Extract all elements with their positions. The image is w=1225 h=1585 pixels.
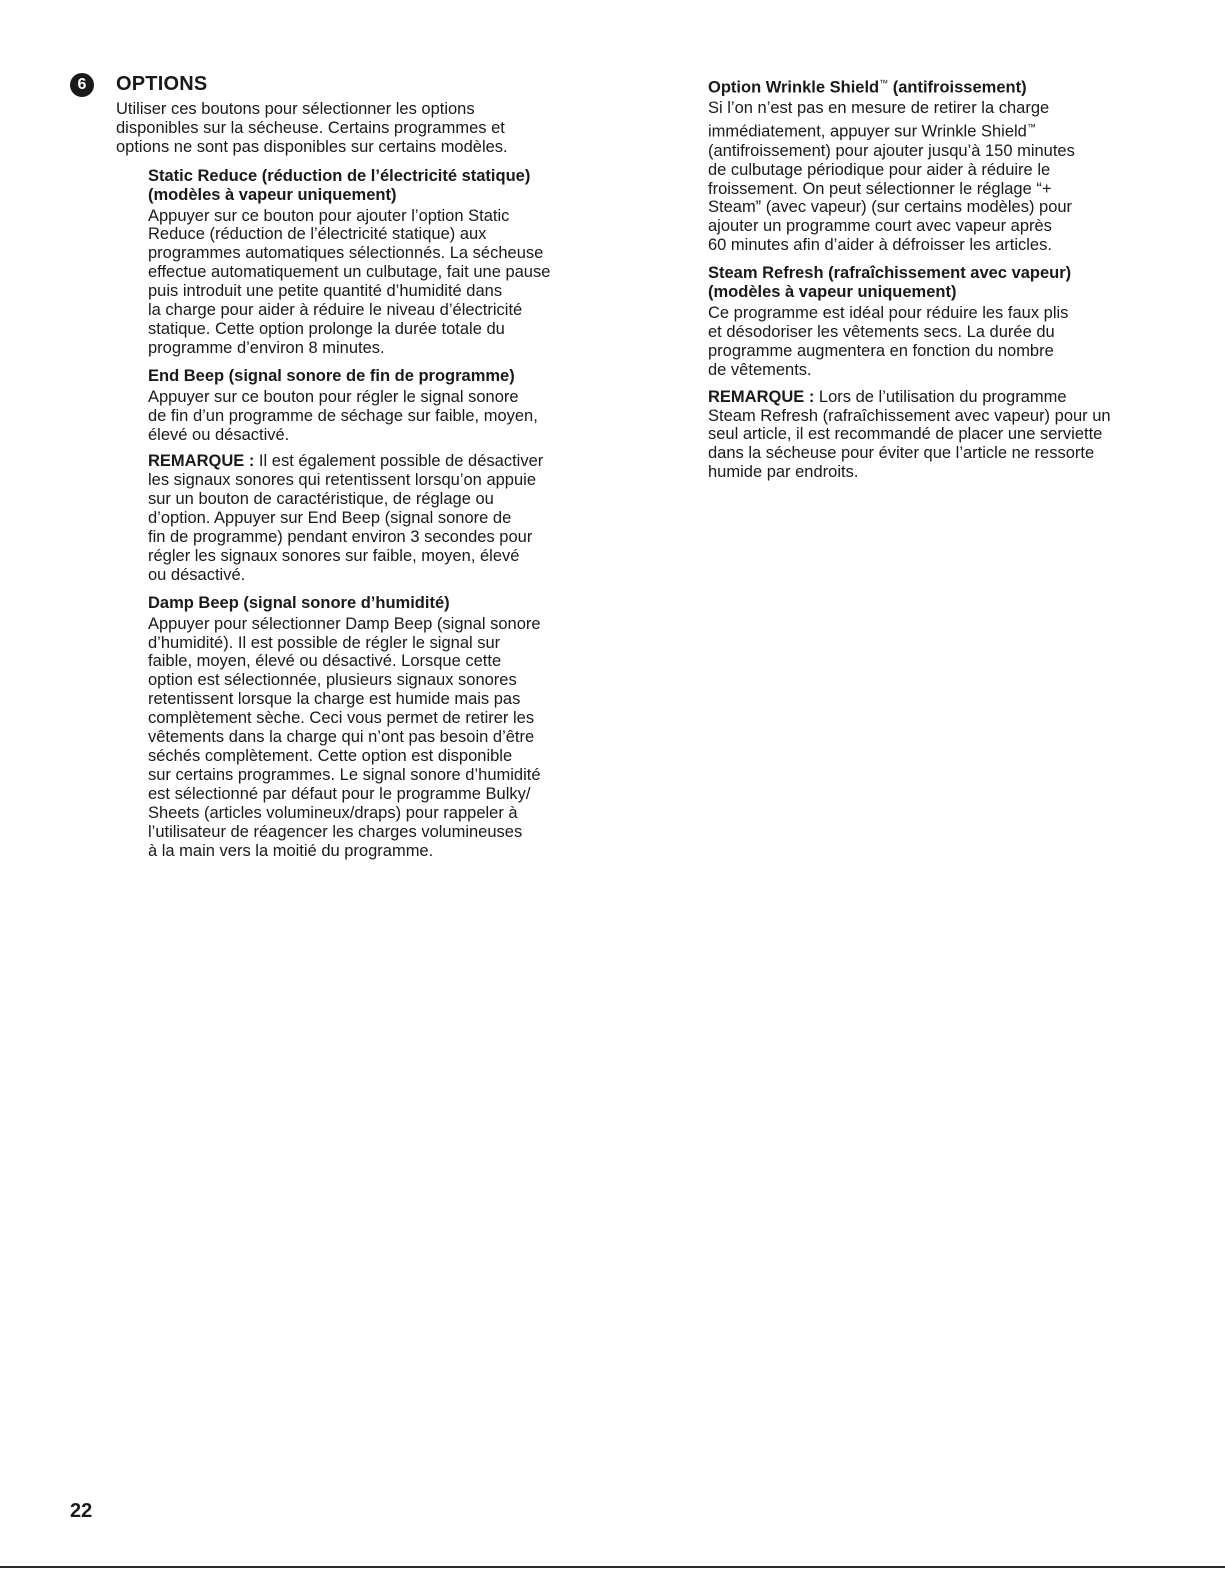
damp-beep-body: Appuyer pour sélectionner Damp Beep (signal sonore d’humidité). Il est possible de régler le signal sur faible, moyen, élevé ou désactivé. Lorsque cette option est sélectionnée, plusieurs signaux sonores retentissent lorsque la charge est humide mais pas complètement sèche. Ceci vous permet de retirer les vêtements dans la charge qui n’ont pas besoin d’être séchés complètement. Cette option est disponible sur certains programmes. Le signal sonore d’humidité est sélectionné par défaut pour le programme Bulky/ Sheets (articles volumineux/draps) pour rappeler à l’utilisateur de réagencer les charges volumineuses à la main vers la moitié du programme. [148, 614, 541, 860]
trademark-mark: ™ [879, 78, 889, 88]
steam-refresh-note-label: REMARQUE : [708, 387, 815, 406]
steam-refresh-note-body: Lors de l’utilisation du programme Steam Refresh (rafraîchissement avec vapeur) pour un seul article, il est recommandé de placer une serviette dans la sécheuse pour éviter que l’article ne ressorte humide par endroits. [708, 387, 1111, 482]
end-beep-body: Appuyer sur ce bouton pour régler le signal sonore de fin d’un programme de séchage sur faible, moyen, élevé ou désactivé. [148, 387, 538, 444]
wrinkle-shield-body-rest: (antifroissement) pour ajouter jusqu’à 150 minutes de culbutage périodique pour aider à réduire le froissement. On peut sélectionner le réglage “+ Steam” (avec vapeur) (sur certains modèles) pour ajouter un programme court avec vapeur après 60 minutes afin d’aider à défroisser les articles. [708, 141, 1075, 255]
right-column [708, 74, 1148, 491]
end-beep-heading: End Beep (signal sonore de fin de programme) [148, 366, 515, 385]
bottom-rule [0, 1566, 1225, 1568]
end-beep-note-body: Il est également possible de désactiver les signaux sonores qui retentissent lorsqu’on appuie sur un bouton de caractéristique, de réglage ou d’option. Appuyer sur End Beep (signal sonore de fin de programme) pendant environ 3 secondes pour régler les signaux sonores sur faible, moyen, élevé ou désactivé. [148, 452, 544, 584]
section-title: OPTIONS [116, 73, 208, 95]
wrinkle-shield-body [708, 99, 1148, 255]
end-beep-note [148, 452, 586, 584]
damp-beep-block [148, 594, 586, 861]
steam-refresh-heading: Steam Refresh (rafraîchissement avec vapeur) (modèles à vapeur uniquement) [708, 264, 1072, 302]
steam-refresh-body: Ce programme est idéal pour réduire les faux plis et désodoriser les vêtements secs. La durée du programme augmentera en fonction du nombre de vêtements. [708, 303, 1069, 379]
wrinkle-shield-heading-name: Option Wrinkle Shield [708, 78, 880, 97]
wrinkle-shield-heading-suffix: (antifroissement) [888, 78, 1027, 97]
subsections-left [148, 167, 586, 861]
section-number-badge: 6 [70, 73, 94, 97]
damp-beep-heading: Damp Beep (signal sonore d’humidité) [148, 593, 450, 612]
end-beep-block [148, 367, 586, 585]
steam-refresh-block [708, 264, 1148, 482]
steam-refresh-note [708, 388, 1148, 483]
wrinkle-shield-body-start: Si l’on n’est pas en mesure de retirer la charge immédiatement, appuyer sur Wrinkle Shield [708, 99, 1050, 141]
trademark-mark-body: ™ [1026, 122, 1036, 133]
wrinkle-shield-heading [708, 74, 1148, 97]
left-column [116, 100, 586, 869]
page-number: 22 [70, 1500, 93, 1522]
end-beep-note-label: REMARQUE : [148, 452, 255, 471]
static-reduce-block [148, 167, 586, 358]
section-intro: Utiliser ces boutons pour sélectionner les options disponibles sur la sécheuse. Certains programmes et options ne sont pas disponibles sur certains modèles. [116, 100, 508, 156]
static-reduce-heading: Static Reduce (réduction de l’électricité statique) (modèles à vapeur uniquement) [148, 166, 531, 204]
wrinkle-shield-block [708, 74, 1148, 255]
static-reduce-body: Appuyer sur ce bouton pour ajouter l’option Static Reduce (réduction de l’électricité statique) aux programmes automatiques sélectionnés. La sécheuse effectue automatiquement un culbutage, fait une pause puis introduit une petite quantité d’humidité dans la charge pour aider à réduire le niveau d’électricité statique. Cette option prolonge la durée totale du programme d’environ 8 minutes. [148, 206, 551, 357]
